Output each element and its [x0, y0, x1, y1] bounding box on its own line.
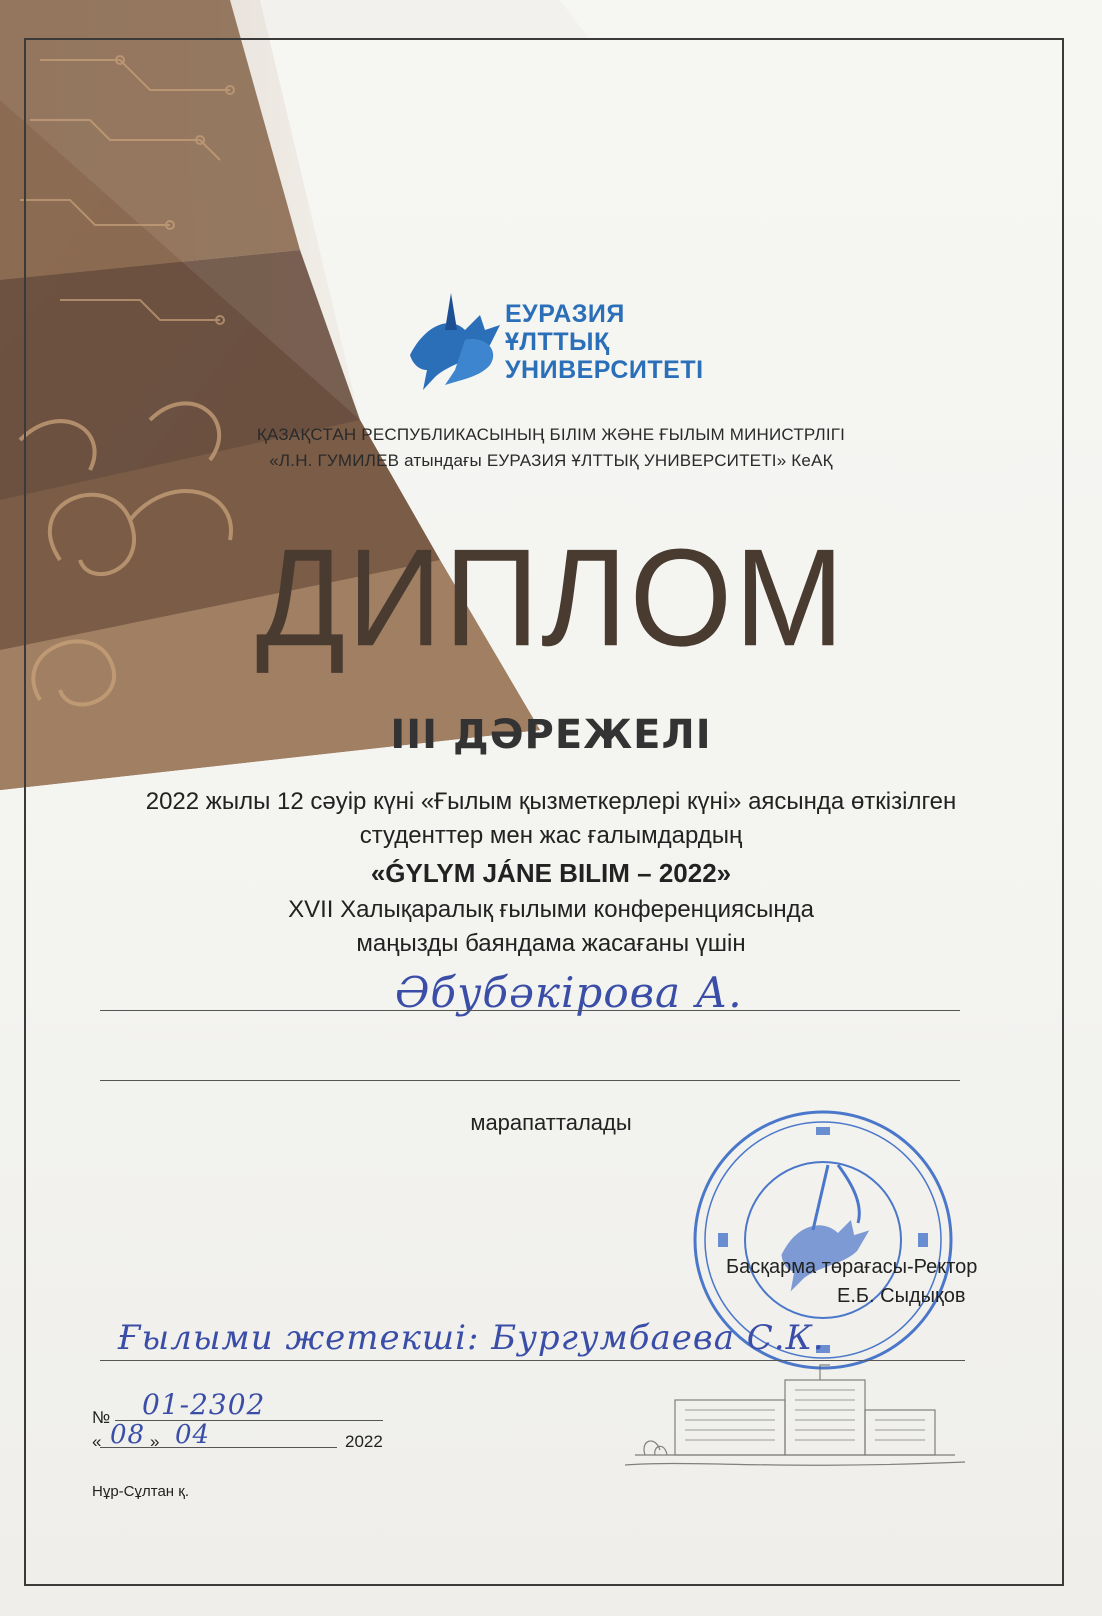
city: Нұр-Сұлтан қ. [92, 1483, 189, 1500]
date-day-handwritten: 08 [110, 1420, 146, 1450]
logo-line-3: УНИВЕРСИТЕТІ [505, 356, 704, 384]
number-label: № [92, 1408, 111, 1427]
diploma-text-line-5: маңызды баяндама жасағаны үшін [356, 930, 746, 957]
ministry-line-1: ҚАЗАҚСТАН РЕСПУБЛИКАСЫНЫҢ БІЛІМ ЖӘНЕ ҒЫЛЫМ МИНИСТРЛІГІ [256, 425, 846, 444]
signatory-role: Басқарма төрағасы-Ректор [726, 1256, 978, 1278]
recipient-line-1 [100, 1010, 960, 1011]
supervisor-handwritten: Ғылыми жетекші: Бургумбаева С.К. [118, 1318, 825, 1358]
recipient-line-2 [100, 1080, 960, 1081]
logo-line-2: ҰЛТТЫҚ [505, 328, 610, 356]
university-building-illustration [615, 1360, 975, 1480]
number-line [115, 1420, 383, 1421]
diploma-text-line-1: 2022 жылы 12 сәуір күні «Ғылым қызметкерлері күні» аясында өткізілген [145, 788, 957, 815]
diploma-title: ДИПЛОМ [255, 520, 847, 675]
conference-name: «ǴYLYM JÁNE BILIM – 2022» [370, 858, 732, 888]
diploma-text-line-4: XVII Халықаралық ғылыми конференциясында [288, 896, 814, 923]
ministry-line-2: «Л.Н. ГУМИЛЕВ атындағы ЕУРАЗИЯ ҰЛТТЫҚ УНИВЕРСИТЕТІ» КеАҚ [269, 451, 833, 470]
date-line [100, 1447, 337, 1448]
diploma-degree: III ДӘРЕЖЕЛІ [390, 712, 712, 758]
awarded-text: марапатталады [470, 1110, 632, 1135]
document-number-handwritten: 01-2302 [142, 1388, 266, 1421]
date-month-handwritten: 04 [175, 1420, 211, 1450]
logo-line-1: ЕУРАЗИЯ [505, 300, 625, 328]
recipient-name-handwritten: Әбубәкірова А. [395, 968, 743, 1017]
signatory-name: Е.Б. Сыдықов [837, 1285, 966, 1307]
date-year: 2022 [345, 1432, 383, 1451]
date-close-quote: » [150, 1432, 160, 1451]
diploma-text-line-2: студенттер мен жас ғалымдардың [359, 822, 743, 849]
university-logo-text [505, 300, 704, 384]
date-open-quote: « [92, 1432, 102, 1451]
